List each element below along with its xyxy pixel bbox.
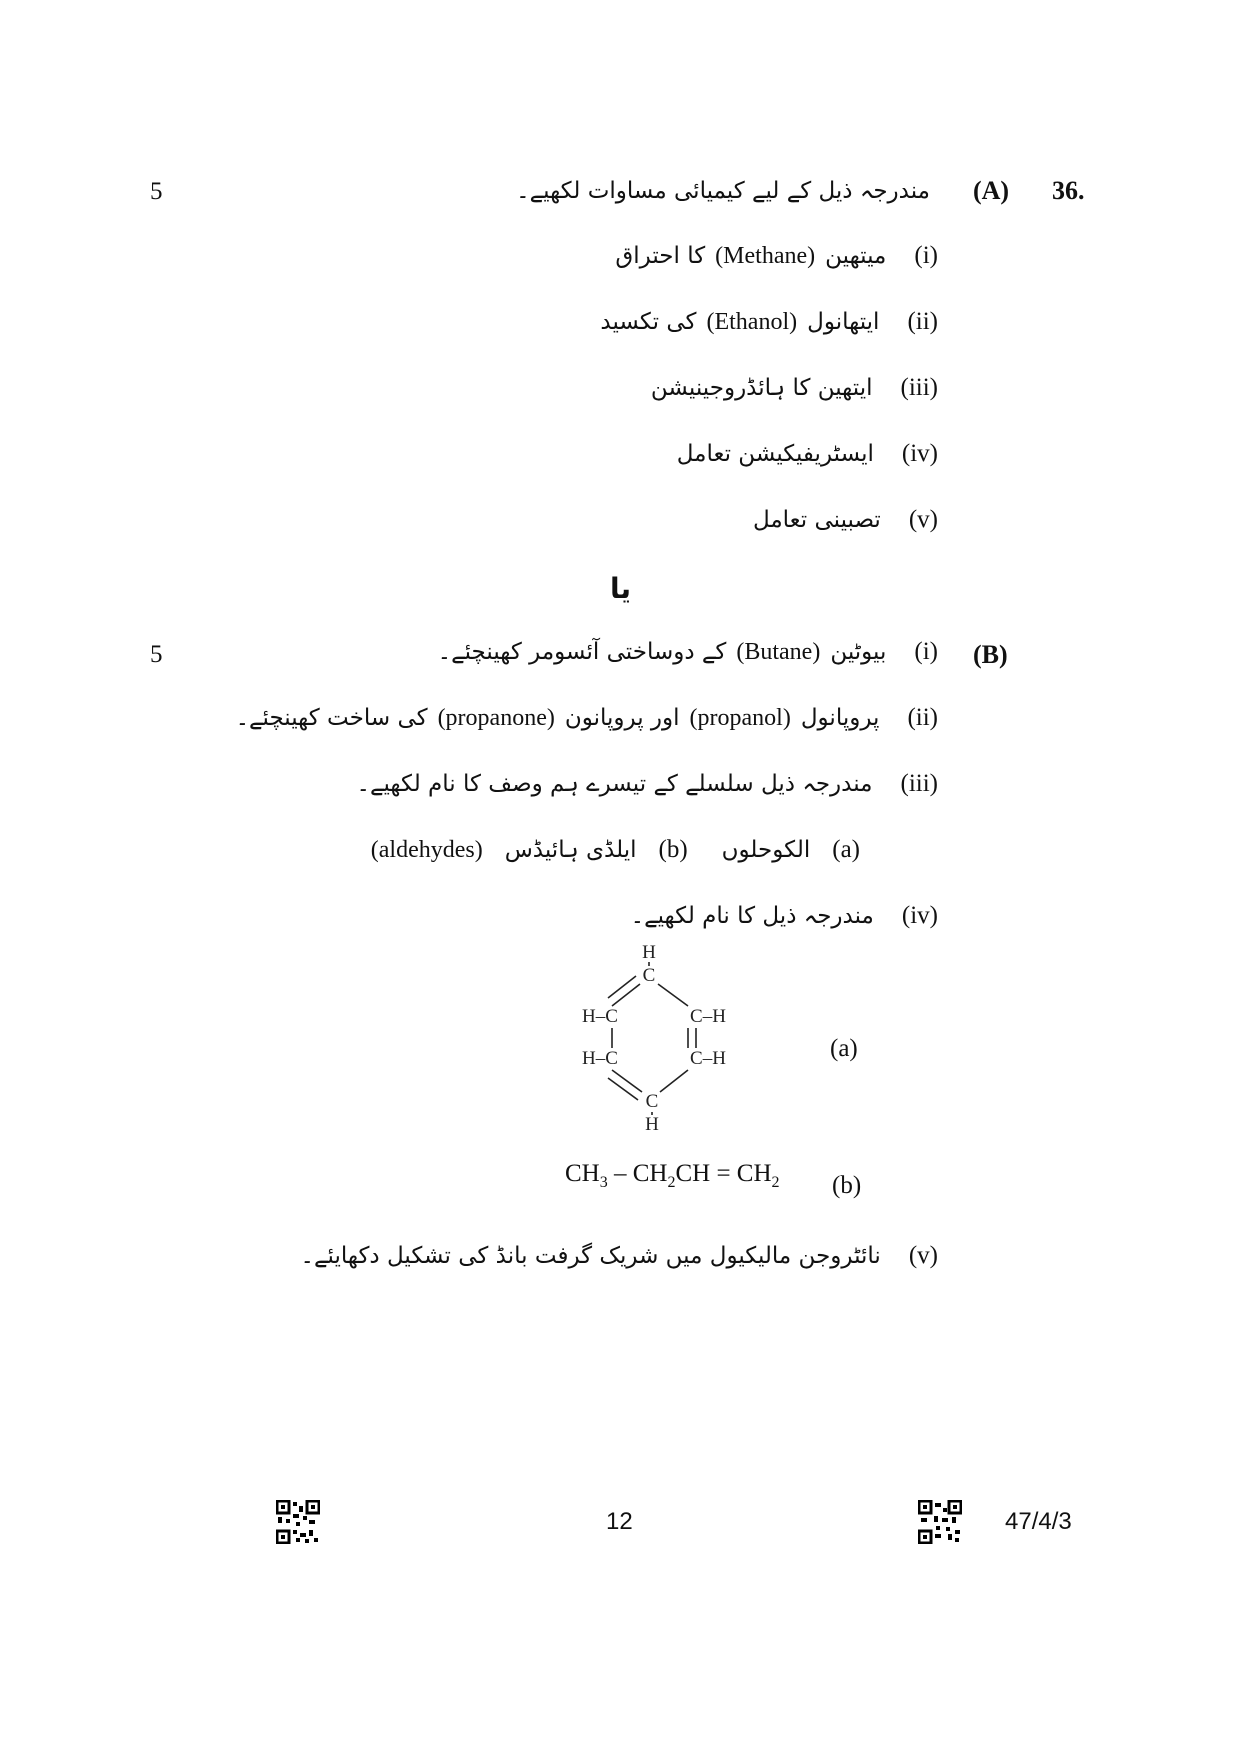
- item-english-1: (propanol): [689, 704, 791, 731]
- option-a-text: الکوحلوں: [721, 837, 811, 863]
- item-text: نائٹروجن مالیکیول میں شریک گرفت بانڈ کی تشکیل دکھایئے۔: [300, 1243, 881, 1269]
- item-text: ایسٹریفیکیشن تعامل: [676, 441, 874, 467]
- marks-a: 5: [150, 178, 163, 205]
- item-number: (ii): [907, 704, 938, 731]
- qr-code-left-icon: [276, 1500, 320, 1544]
- item-text: مندرجہ ذیل سلسلے کے تیسرے ہم وصف کا نام لکھیے۔: [356, 771, 873, 797]
- part-a-item-ii: [600, 302, 938, 342]
- marks-b: 5: [150, 641, 163, 668]
- item-text: مندرجہ ذیل کا نام لکھیے۔: [630, 903, 874, 929]
- atom-h-top: H: [642, 942, 656, 963]
- item-number: (v): [908, 506, 938, 533]
- item-text: [438, 639, 887, 666]
- item-text-after: کے دوساختی آئسومر کھینچئے۔: [437, 638, 727, 665]
- question-number: 36.: [1052, 176, 1085, 205]
- qr-code-right-icon: [918, 1500, 962, 1544]
- item-text-before: پروپانول: [800, 704, 880, 731]
- item-text-before: بیوٹین: [830, 638, 887, 665]
- item-number: (iv): [901, 902, 938, 929]
- atom-ch-lower: C–H: [690, 1048, 726, 1069]
- part-a-instruction: مندرجہ ذیل کے لیے کیمیائی مساوات لکھیے۔: [516, 178, 930, 204]
- part-b-item-iv: [631, 896, 938, 936]
- item-english: (Ethanol): [706, 308, 798, 335]
- option-b-label: (b): [658, 836, 688, 863]
- item-number: (i): [914, 638, 938, 665]
- item-english: (Butane): [736, 638, 821, 665]
- item-number: (ii): [907, 308, 938, 335]
- atom-c-bottom: C: [645, 1091, 659, 1112]
- part-b-label: (B): [973, 640, 1008, 669]
- atom-hc-lower: H–C: [582, 1048, 618, 1069]
- item-number: (i): [914, 242, 938, 269]
- or-divider: یا: [610, 572, 632, 605]
- part-b-item-iii: [357, 764, 938, 804]
- item-text-after: کی ساخت کھینچئے۔: [235, 704, 428, 731]
- atom-h-bottom: H: [645, 1114, 659, 1135]
- part-b-item-v: [301, 1236, 938, 1276]
- option-a-label: (a): [832, 836, 860, 863]
- item-text: [615, 243, 886, 270]
- paper-code: 47/4/3: [1005, 1508, 1072, 1535]
- part-b-item-iii-options: [371, 830, 860, 870]
- part-b-item-ii: [236, 698, 938, 738]
- item-text-after: کی تکسید: [600, 308, 697, 335]
- page-number: 12: [606, 1508, 633, 1535]
- item-number: (iii): [900, 374, 938, 401]
- part-b-item-i: [438, 632, 938, 672]
- formula-b: $CH_3 - CH_2CH = CH_2$: [565, 1160, 780, 1191]
- atom-hc-upper: H–C: [582, 1006, 618, 1027]
- item-text: ایتھین کا ہائڈروجینیشن: [650, 375, 873, 401]
- part-a-item-v: [753, 500, 938, 540]
- item-text: تصبینی تعامل: [752, 507, 881, 533]
- item-english-2: (propanone): [437, 704, 555, 731]
- item-text-after: کا احتراق: [615, 242, 706, 269]
- item-text-before: ایتھانول: [807, 308, 880, 335]
- option-b-english: (aldehydes): [370, 836, 483, 863]
- item-number: (iv): [901, 440, 938, 467]
- item-english: (Methane): [715, 242, 816, 269]
- part-a-item-i: [615, 236, 938, 276]
- item-text: [600, 309, 879, 336]
- item-number: (v): [908, 1242, 938, 1269]
- item-text: [236, 705, 880, 732]
- item-text-before: میتھین: [825, 242, 887, 269]
- item-number: (iii): [900, 770, 938, 797]
- item-text-middle: اور پروپانون: [564, 704, 680, 731]
- benzene-structure: [560, 940, 740, 1140]
- part-a-item-iv: [677, 434, 938, 474]
- formula-b-label: (b): [832, 1172, 862, 1199]
- part-a-item-iii: [651, 368, 938, 408]
- option-b-text: ایلڈی ہائیڈس: [504, 837, 637, 863]
- part-a-label: (A): [973, 176, 1010, 205]
- atom-c-top: C: [642, 965, 656, 986]
- atom-ch-upper: C–H: [690, 1006, 726, 1027]
- structure-a-label: (a): [830, 1035, 858, 1062]
